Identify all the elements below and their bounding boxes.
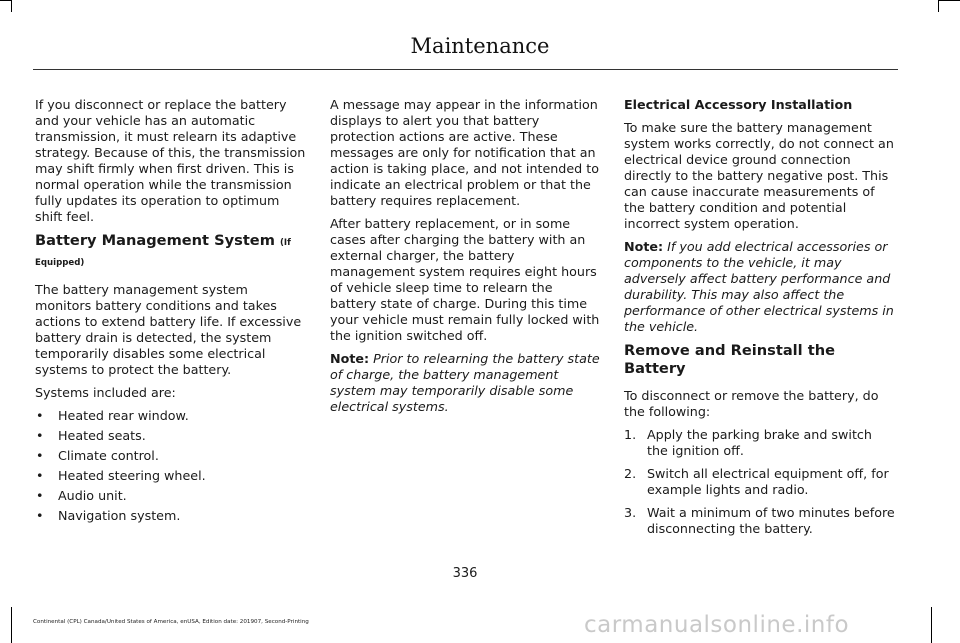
step-item xyxy=(624,505,896,537)
crop-mark-top-left-vertical xyxy=(11,0,12,12)
heading-qualifier: (If Equipped) xyxy=(35,238,291,268)
steps-list xyxy=(624,427,896,537)
step-number: 3. xyxy=(624,505,637,520)
systems-list xyxy=(35,408,307,524)
list-item: • Heated steering wheel. xyxy=(35,468,307,484)
step-number: 1. xyxy=(624,427,637,442)
description-paragraph: The battery management system monitors battery conditions and takes actions to extend battery life. If excessive battery drain is detected, the system temporarily disables some electrical systems to protect the battery. xyxy=(35,282,302,377)
note-label: Note: xyxy=(330,351,370,366)
note-label: Note: xyxy=(624,239,664,254)
step-item xyxy=(624,466,896,498)
crop-mark-bottom-left xyxy=(11,607,12,643)
note-paragraph xyxy=(624,239,896,335)
accessory-paragraph: To make sure the battery management system works correctly, do not connect an electrical device ground connection directly to the battery negative post. This can cause inaccurate measurements of the battery condition and potential incorrect system operation. xyxy=(624,120,894,231)
note-text: Prior to relearning the battery state of charge, the battery management system may temporarily disable some electrical systems. xyxy=(330,351,600,414)
list-intro: Systems included are: xyxy=(35,385,176,400)
column-2 xyxy=(330,97,602,422)
steps-intro: To disconnect or remove the battery, do the following: xyxy=(624,388,879,419)
list-item: • Climate control. xyxy=(35,448,307,464)
edition-footer: Continental (CPL) Canada/United States of America, enUSA, Edition date: 201907, Second-Printing xyxy=(33,619,309,625)
step-text: Wait a minimum of two minutes before disconnecting the battery. xyxy=(647,505,895,536)
relearn-paragraph: After battery replacement, or in some cases after charging the battery with an external charger, the battery management system requires eight hours of vehicle sleep time to relearn the battery state of charge. During this time your vehicle must remain fully locked with the ignition switched off. xyxy=(330,216,600,343)
step-number: 2. xyxy=(624,466,637,481)
crop-mark-top-right xyxy=(938,0,960,1)
list-item: • Heated rear window. xyxy=(35,408,307,424)
section-heading-remove-reinstall: Remove and Reinstall the Battery xyxy=(624,342,836,377)
watermark: carmanualsonline.info xyxy=(584,612,850,638)
section-heading-battery-management xyxy=(35,232,307,272)
heading-text: Battery Management System xyxy=(35,232,275,249)
intro-paragraph: If you disconnect or replace the battery and your vehicle has an automatic transmission, it must relearn its adaptive strategy. Because of this, the transmission may shift firmly when first driven. This is normal operation while the transmission fully updates its operation to optimum shift feel. xyxy=(35,97,306,224)
column-3 xyxy=(624,97,896,544)
header-divider xyxy=(33,69,898,70)
crop-mark-bottom-right xyxy=(931,607,932,643)
crop-mark-top-right-vertical xyxy=(938,0,939,12)
subheading-electrical-accessory: Electrical Accessory Installation xyxy=(624,97,853,112)
message-paragraph: A message may appear in the information displays to alert you that battery protection actions are active. These messages are only for notification that an action is taking place, and not intended to indicate an electrical problem or that the battery requires replacement. xyxy=(330,97,599,208)
column-1 xyxy=(35,97,307,528)
page-title: Maintenance xyxy=(410,34,550,58)
list-item: • Navigation system. xyxy=(35,508,307,524)
step-text: Apply the parking brake and switch the ignition off. xyxy=(647,427,872,458)
step-item xyxy=(624,427,896,459)
page-number: 336 xyxy=(452,566,478,581)
step-text: Switch all electrical equipment off, for example lights and radio. xyxy=(647,466,889,497)
note-text: If you add electrical accessories or components to the vehicle, it may adversely affect battery performance and durability. This may also affect the performance of other electrical systems in the vehicle. xyxy=(624,239,894,334)
note-paragraph xyxy=(330,351,602,415)
list-item: • Audio unit. xyxy=(35,488,307,504)
list-item: • Heated seats. xyxy=(35,428,307,444)
